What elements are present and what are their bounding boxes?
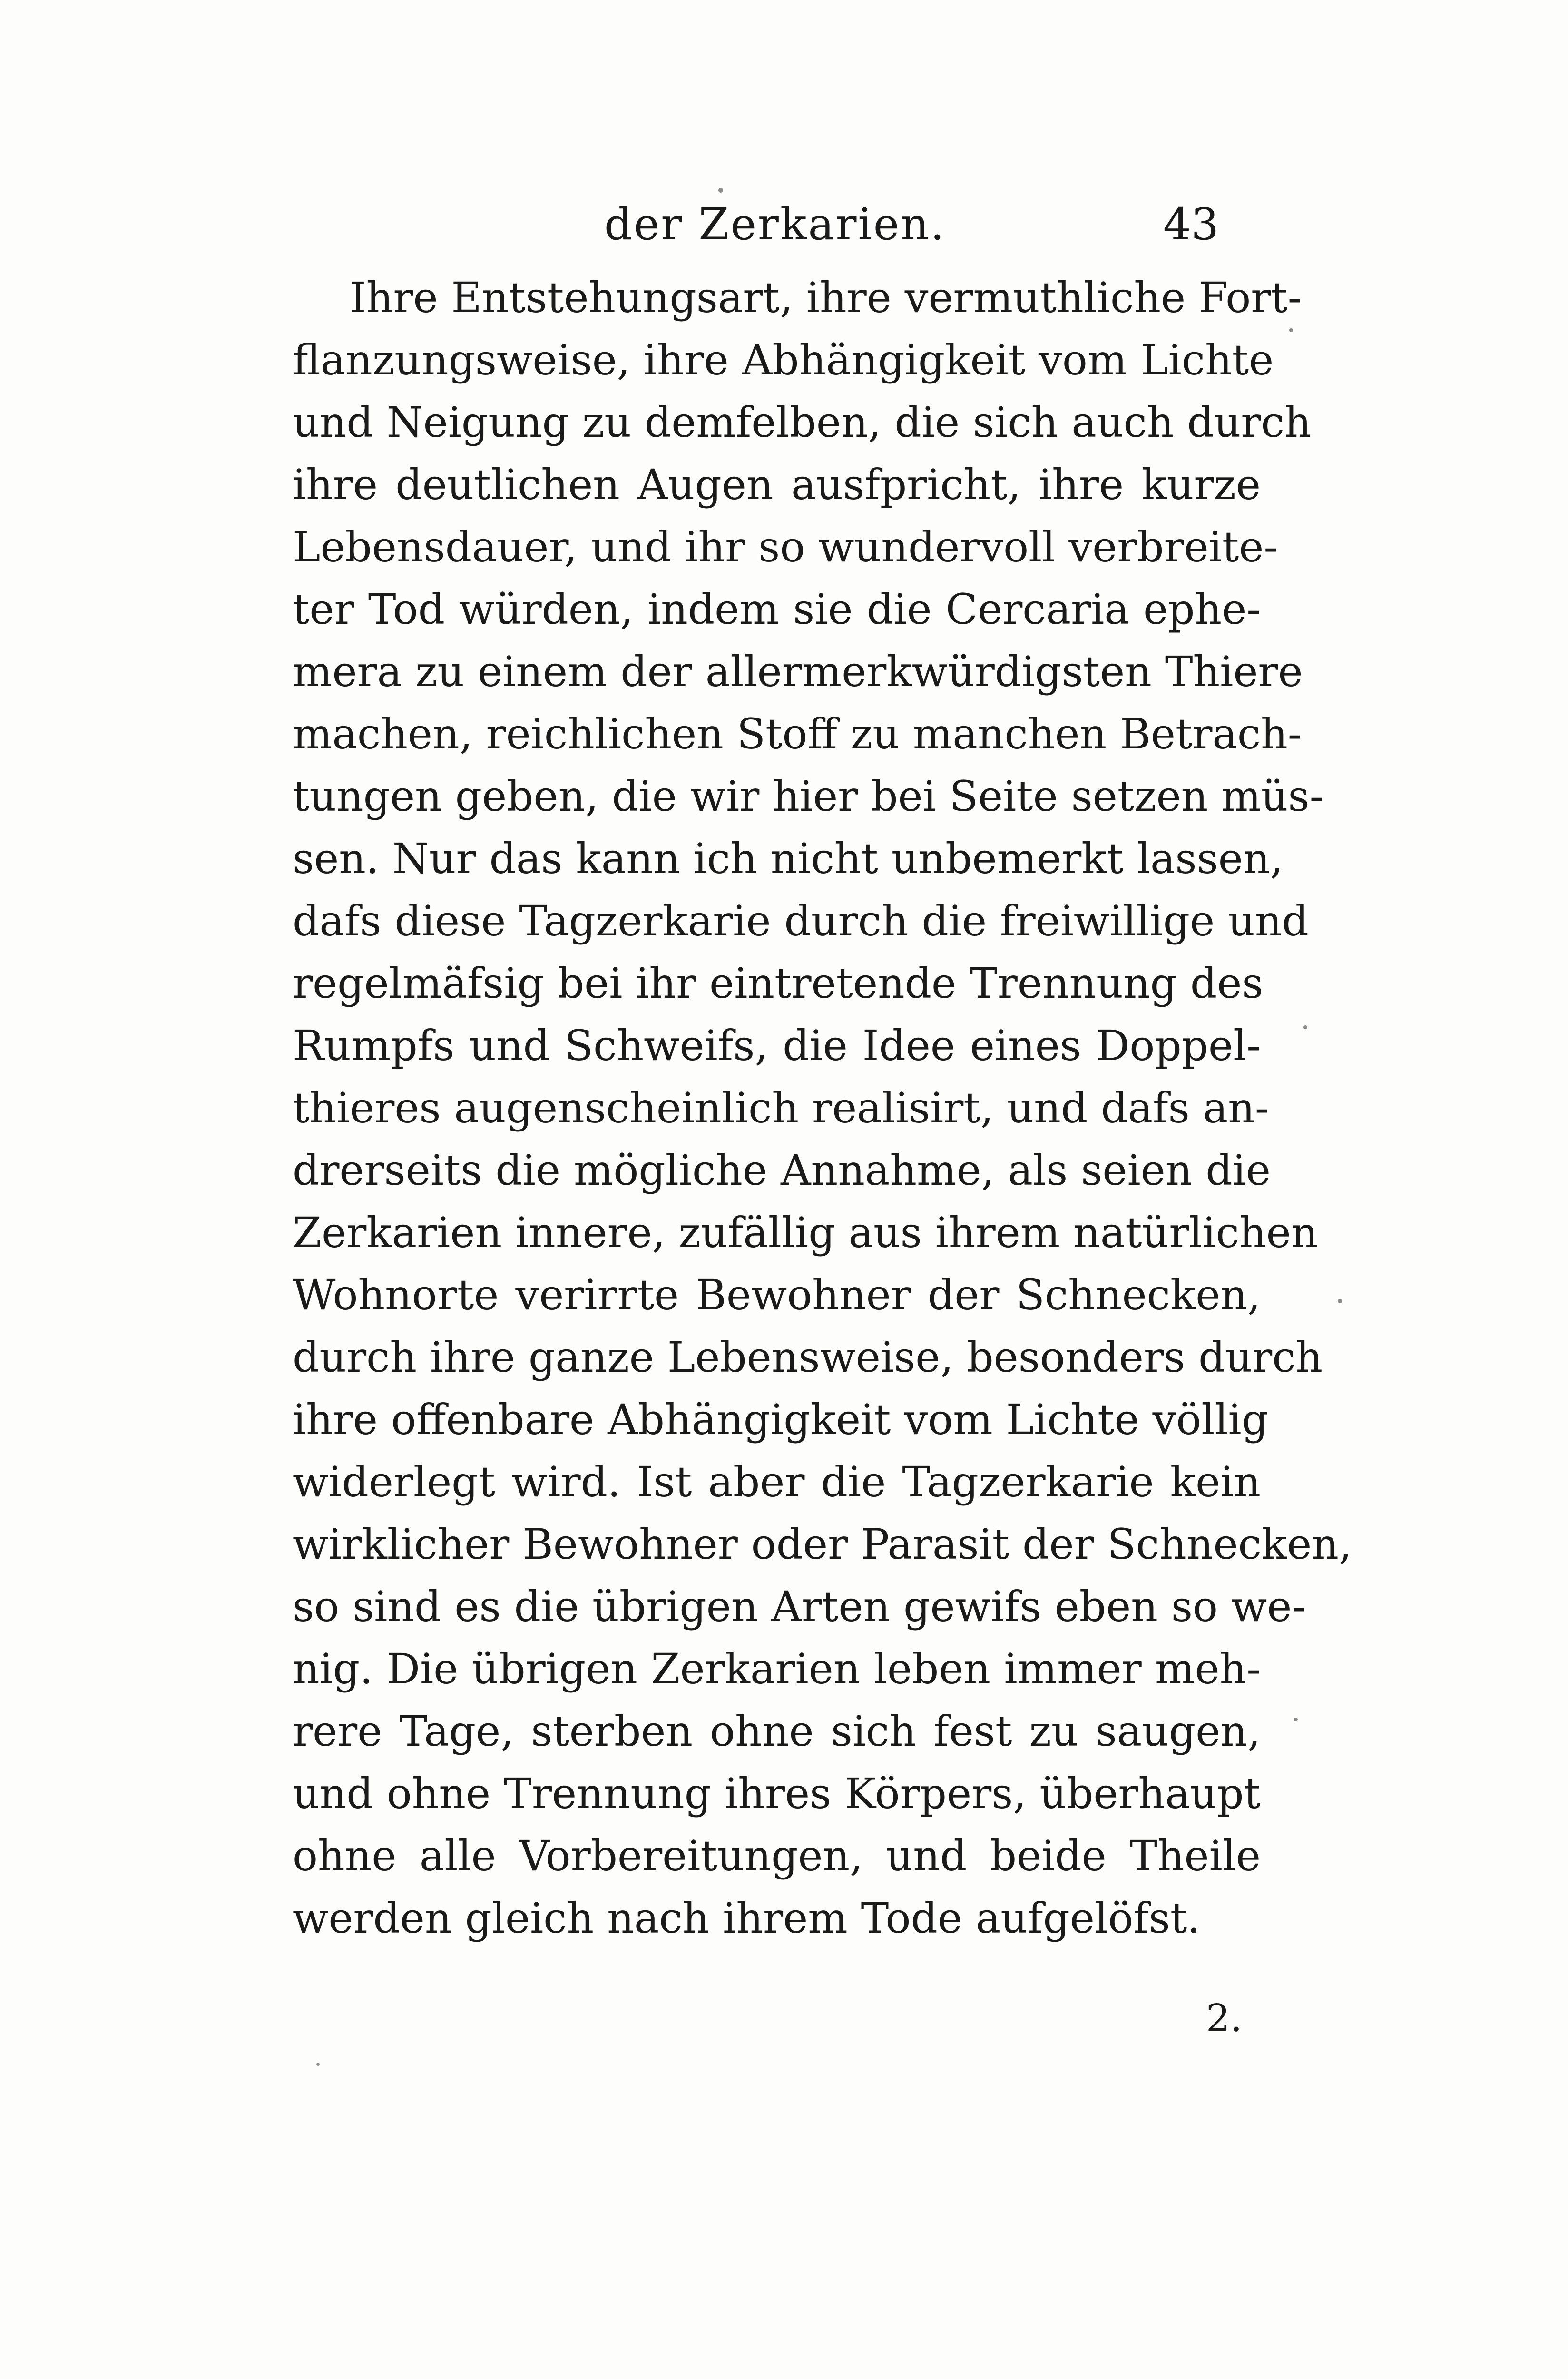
text-line: regelmäfsig bei ihr eintretende Trennung des bbox=[293, 959, 1264, 1008]
paper-speck bbox=[1289, 328, 1293, 332]
text-line: widerlegt wird. Ist aber die Tagzerkarie kein bbox=[293, 1457, 1261, 1506]
text-line: sen. Nur das kann ich nicht unbemerkt lassen, bbox=[293, 834, 1284, 883]
text-line: wirklicher Bewohner oder Parasit der Schnecken, bbox=[293, 1520, 1352, 1569]
paper-speck bbox=[1338, 1299, 1342, 1303]
text-line: machen, reichlichen Stoff zu manchen Betrach- bbox=[293, 709, 1302, 758]
text-line: Rumpfs und Schweifs, die Idee eines Doppel- bbox=[293, 1021, 1261, 1070]
text-line: und Neigung zu demfelben, die sich auch durch bbox=[293, 398, 1312, 447]
text-line: thieres augenscheinlich realisirt, und dafs an- bbox=[293, 1083, 1269, 1132]
text-line: ihre deutlichen Augen ausfpricht, ihre kurze bbox=[293, 460, 1261, 509]
text-line: werden gleich nach ihrem Tode aufgelöfst. bbox=[293, 1894, 1201, 1943]
paper-speck bbox=[316, 2063, 320, 2066]
text-line: nig. Die übrigen Zerkarien leben immer meh- bbox=[293, 1644, 1261, 1693]
text-line: Lebensdauer, und ihr so wundervoll verbreite- bbox=[293, 522, 1278, 571]
text-line: Zerkarien innere, zufällig aus ihrem natürlichen bbox=[293, 1208, 1318, 1257]
paper-speck bbox=[1303, 1025, 1307, 1029]
text-line: dafs diese Tagzerkarie durch die freiwillige und bbox=[293, 896, 1309, 945]
text-line: flanzungsweise, ihre Abhängigkeit vom Lichte bbox=[293, 335, 1274, 384]
paper-speck bbox=[718, 188, 723, 193]
paper-speck bbox=[1294, 1718, 1298, 1721]
text-line: Wohnorte verirrte Bewohner der Schnecken, bbox=[293, 1270, 1261, 1319]
page-number: 43 bbox=[1163, 199, 1219, 250]
text-line: ter Tod würden, indem sie die Cercaria ephe- bbox=[293, 585, 1261, 634]
running-head: der Zerkarien. bbox=[604, 199, 946, 250]
text-line: mera zu einem der allermerkwürdigsten Thiere bbox=[293, 647, 1303, 696]
text-line: Ihre Entstehungsart, ihre vermuthliche Fort- bbox=[350, 273, 1302, 322]
text-line: ihre offenbare Abhängigkeit vom Lichte völlig bbox=[293, 1395, 1269, 1444]
text-line: und ohne Trennung ihres Körpers, überhaupt bbox=[293, 1769, 1261, 1818]
catchword: 2. bbox=[1206, 1996, 1243, 2040]
text-line: tungen geben, die wir hier bei Seite setzen müs- bbox=[293, 772, 1324, 821]
text-line: drerseits die mögliche Annahme, als seien die bbox=[293, 1146, 1271, 1195]
text-line: so sind es die übrigen Arten gewifs eben so we- bbox=[293, 1582, 1306, 1631]
text-line: durch ihre ganze Lebensweise, besonders durch bbox=[293, 1333, 1323, 1382]
text-line: rere Tage, sterben ohne sich fest zu saugen, bbox=[293, 1707, 1261, 1756]
body-text bbox=[293, 266, 1352, 1949]
text-line: ohne alle Vorbereitungen, und beide Theile bbox=[293, 1831, 1261, 1880]
